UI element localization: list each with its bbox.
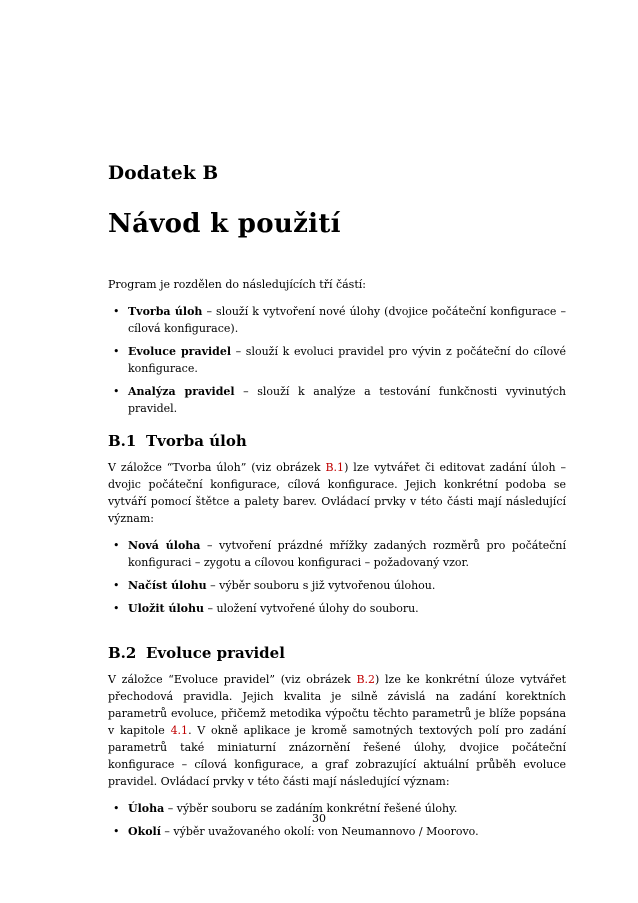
list-item-term: Nová úloha — [128, 539, 201, 552]
bullet-icon: • — [113, 579, 120, 592]
list-item-term: Okolí — [128, 825, 161, 838]
page-number: 30 — [312, 812, 326, 825]
list-item-desc: – slouží k analýze a testování funkčnosti vyvinutých pravidel. — [128, 385, 566, 415]
list-item-desc: – uložení vytvořené úlohy do souboru. — [203, 602, 419, 615]
section-title: Evoluce pravidel — [146, 644, 285, 662]
section-b2-paragraph — [108, 671, 566, 790]
page-title: Návod k použití — [108, 209, 341, 239]
figure-reference-link[interactable]: B.2 — [356, 673, 376, 686]
intro-list — [108, 303, 566, 417]
list-item-desc: – slouží k vytvoření nové úlohy (dvojice počáteční konfigurace – cílová konfigurace). — [128, 305, 566, 335]
paragraph-text: V záložce “Tvorba úloh” (viz obrázek — [108, 461, 326, 474]
list-item-desc: – vytvoření prázdné mřížky zadaných rozměrů pro počáteční konfiguraci – zygotu a cílovou konfiguraci – požadovaný vzor. — [128, 539, 566, 569]
section-number: B.2 — [108, 644, 137, 662]
list-item-term: Evoluce pravidel — [128, 345, 232, 358]
bullet-icon: • — [113, 602, 120, 615]
section-title: Tvorba úloh — [146, 432, 247, 450]
list-item-desc: – výběr uvažovaného okolí: von Neumannovo / Moorovo. — [160, 825, 479, 838]
section-b1-paragraph — [108, 459, 566, 527]
list-item — [108, 577, 566, 594]
paragraph-text: V záložce “Evoluce pravidel” (viz obrázek — [108, 673, 357, 686]
paragraph-text: ) lze ke konkrétní úloze vytvářet přechodová pravidla. Jejich kvalita je silně závislá na zadání korektních parametrů evoluce, přičemž metodika výpočtu těchto parametrů je blíže popsána v kapitole — [108, 673, 566, 737]
paragraph-text: . V okně aplikace je kromě samotných textových polí pro zadání parametrů také miniaturní znázornění řešené úlohy, dvojice počáteční konfigurace – cílová konfigurace, a graf zobrazující aktuální průběh evoluce pravidel. Ovládací prvky v této části mají následující význam: — [108, 724, 566, 788]
section-number: B.1 — [108, 432, 137, 450]
paragraph-text: ) lze vytvářet či editovat zadání úloh – dvojic počáteční konfigurace, cílová konfigurace. Jejich konkrétní podoba se vytváří pomocí štětce a palety barev. Ovládací prvky v této části mají následující význam: — [108, 461, 566, 525]
section-heading-b2 — [108, 643, 566, 663]
list-item — [108, 343, 566, 377]
page-content — [108, 162, 566, 846]
chapter-reference-link[interactable]: 4.1 — [170, 724, 189, 737]
list-item — [108, 383, 566, 417]
list-item-term: Tvorba úloh — [128, 305, 203, 318]
appendix-label: Dodatek B — [108, 163, 219, 184]
bullet-icon: • — [113, 345, 120, 358]
list-item — [108, 537, 566, 571]
bullet-icon: • — [113, 539, 120, 552]
list-item — [108, 600, 566, 617]
list-item-desc: – výběr souboru se zadáním konkrétní řešené úlohy. — [164, 802, 458, 815]
bullet-icon: • — [113, 825, 120, 838]
list-item-term: Načíst úlohu — [128, 579, 207, 592]
list-item-desc: – slouží k evoluci pravidel pro vývin z počáteční do cílové konfigurace. — [128, 345, 566, 375]
list-item-term: Uložit úlohu — [128, 602, 204, 615]
intro-paragraph: Program je rozdělen do následujících tří částí: — [108, 278, 366, 291]
bullet-icon: • — [113, 802, 120, 815]
bullet-icon: • — [113, 385, 120, 398]
list-item-desc: – výběr souboru s již vytvořenou úlohou. — [206, 579, 436, 592]
list-item — [108, 823, 566, 840]
figure-reference-link[interactable]: B.1 — [325, 461, 345, 474]
bullet-icon: • — [113, 305, 120, 318]
list-item-term: Analýza pravidel — [128, 385, 235, 398]
section-b1-list — [108, 537, 566, 617]
section-heading-b1 — [108, 431, 566, 451]
list-item-term: Úloha — [128, 802, 165, 815]
list-item — [108, 303, 566, 337]
